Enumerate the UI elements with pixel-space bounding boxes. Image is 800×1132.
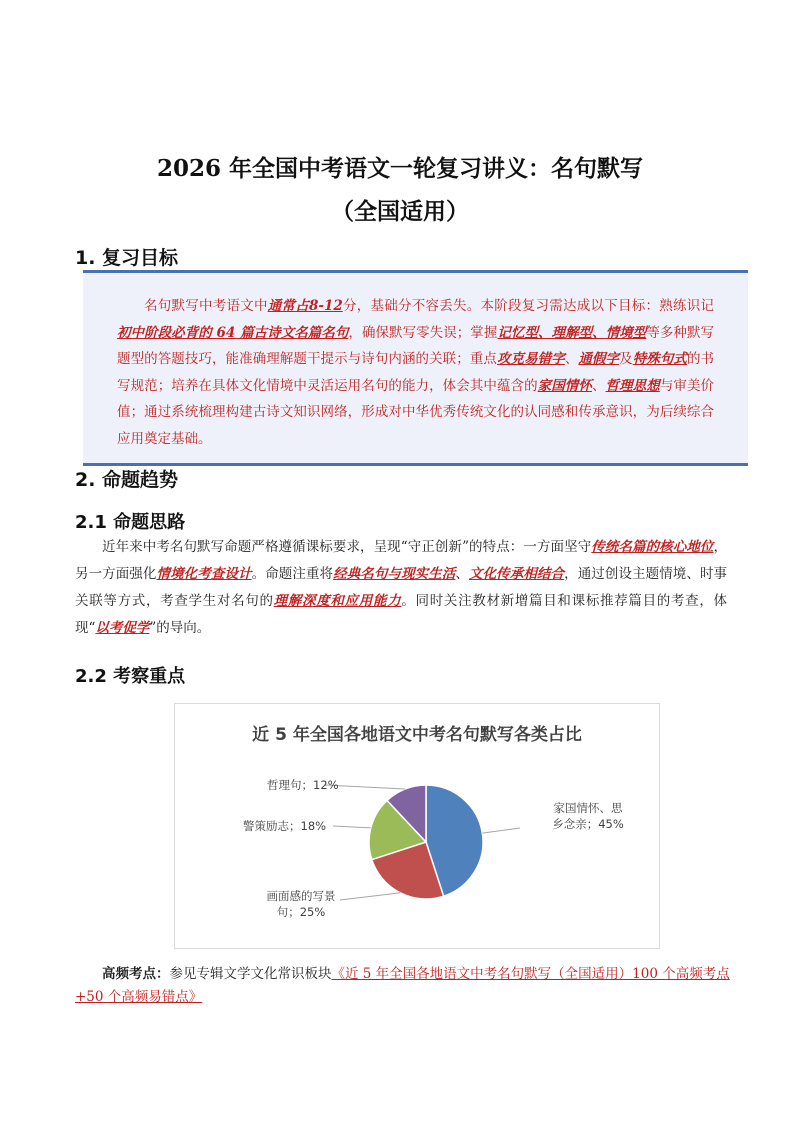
emphasis-text: 以考促学: [95, 620, 150, 636]
emphasis-text: 经典名句与现实生活: [333, 566, 456, 582]
slice-label-motivation: [243, 818, 326, 834]
emphasis-text: 哲理思想: [605, 377, 660, 394]
text-run: 。命题注重将: [251, 566, 334, 582]
emphasis-text: 文化传承相结合: [469, 566, 565, 582]
document-title: 2026 年全国中考语文一轮复习讲义：名句默写: [156, 155, 644, 182]
text-run: ，通过创设主题情境、时事关联等方式，考查学生对名句的: [75, 566, 728, 609]
text-run: 名句默写中考语文中: [144, 298, 268, 314]
text-run: ，确保默写零失误；掌握: [348, 324, 498, 341]
text-run: 、: [564, 351, 579, 367]
leader-line: [340, 893, 400, 900]
text-run: 等多种默写题型的答题技巧，能准确理解题干提示与诗句内涵的关联；重点: [117, 324, 715, 367]
subsection-heading-focus: 2.2 考察重点: [75, 666, 186, 687]
emphasis-text: 记忆型、理解型、情境型: [497, 324, 647, 341]
slice-label-line: 画面感的写景: [266, 889, 336, 903]
text-run: ”的导向。: [149, 620, 211, 636]
slice-label-line: 句；25%: [276, 905, 326, 919]
note-label: 高频考点：: [102, 966, 170, 982]
slice-label-philosophy: [267, 777, 339, 793]
emphasis-text: 情境化考查设计: [156, 566, 252, 582]
slice-label-line: 乡念亲；45%: [552, 817, 624, 831]
emphasis-text: 通假字: [578, 351, 620, 367]
approach-paragraph: [75, 534, 727, 642]
text-run: 。同时关注教材新增篇目和课标推荐篇目的考查，体现“: [75, 593, 728, 636]
emphasis-text: 特殊句式: [632, 351, 687, 367]
text-run: 近年来中考名句默写命题严格遵循课标要求，呈现“守正创新”的特点：一方面坚守: [102, 539, 592, 555]
emphasis-text: 家国情怀: [537, 377, 592, 394]
reference-link[interactable]: 《近 5 年全国各地语文中考名句默写（全国适用）100 个高频考点+50 个高频易错点》: [75, 966, 730, 1005]
text-run: ，另一方面强化: [75, 539, 728, 582]
document-subtitle: （全国适用）: [331, 198, 469, 225]
section-heading-review-goals: 1. 复习目标: [75, 247, 179, 269]
text-run: 与审美价值；通过系统梳理构建古诗文知识网络，形成对中华优秀传统文化的认同感和传承意识，为后续综合应用奠定基础。: [117, 377, 715, 447]
slice-label-line: 哲理句；12%: [267, 778, 339, 792]
review-goals-box: [83, 270, 748, 466]
emphasis-text: 通常占8-12: [267, 298, 343, 314]
leader-line: [333, 826, 371, 828]
text-run: 、: [591, 377, 606, 394]
note-text: 参见专辑文学文化常识板块: [169, 966, 332, 982]
emphasis-text: 攻克易错字: [496, 351, 565, 367]
text-run: 及: [619, 351, 633, 367]
leader-line: [482, 828, 520, 833]
subsection-heading-approach: 2.1 命题思路: [75, 512, 186, 533]
emphasis-text: 传统名篇的核心地位: [591, 539, 714, 555]
pie-chart: [174, 703, 660, 949]
review-goals-paragraph: [117, 293, 714, 452]
text-run: 的书写规范；培养在具体文化情境中灵活运用名句的能力，体会其中蕴含的: [117, 351, 715, 394]
slice-label-patriotism: [543, 800, 633, 832]
high-frequency-note: [75, 963, 735, 1009]
text-run: 、: [455, 566, 469, 582]
emphasis-text: 初中阶段必背的 64 篇古诗文名篇名句: [117, 324, 349, 341]
slice-label-line: 家国情怀、思: [553, 801, 623, 815]
emphasis-text: 理解深度和应用能力: [273, 593, 402, 609]
section-heading-trends: 2. 命题趋势: [75, 469, 179, 491]
text-run: 分，基础分不容丢失。本阶段复习需达成以下目标：熟练识记: [342, 298, 714, 314]
chart-title: 近 5 年全国各地语文中考名句默写各类占比: [252, 725, 582, 745]
slice-label-scenery: [255, 888, 347, 920]
slice-label-line: 警策励志；18%: [243, 819, 327, 833]
